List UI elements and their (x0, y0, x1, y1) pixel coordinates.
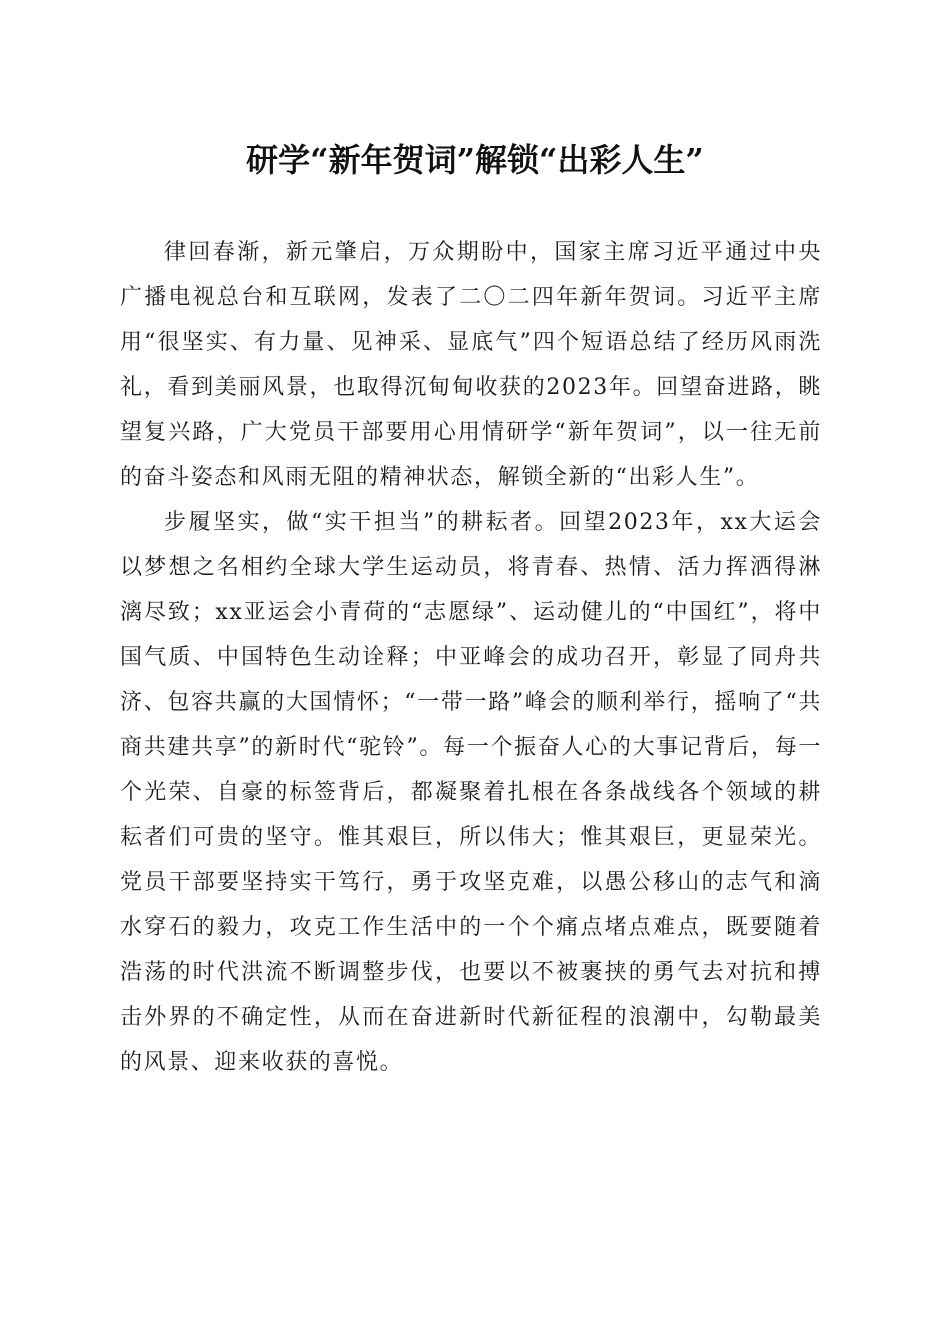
document-body (120, 230, 822, 1085)
paragraph-1: 律回春渐，新元肇启，万众期盼中，国家主席习近平通过中央广播电视总台和互联网，发表了二〇二四年新年贺词。习近平主席用“很坚实、有力量、见神采、显底气”四个短语总结了经历风雨洗礼，看到美丽风景，也取得沉甸甸收获的2023年。回望奋进路，眺望复兴路，广大党员干部要用心用情研学“新年贺词”，以一往无前的奋斗姿态和风雨无阻的精神状态，解锁全新的“出彩人生”。 (120, 240, 822, 490)
paragraph-2: 步履坚实，做“实干担当”的耕耘者。回望2023年，xx大运会以梦想之名相约全球大学生运动员，将青春、热情、活力挥洒得淋漓尽致；xx亚运会小青荷的“志愿绿”、运动健儿的“中国红”，将中国气质、中国特色生动诠释；中亚峰会的成功召开，彰显了同舟共济、包容共赢的大国情怀；“一带一路”峰会的顺利举行，摇响了“共商共建共享”的新时代“驼铃”。每一个振奋人心的大事记背后，每一个光荣、自豪的标签背后，都凝聚着扎根在各条战线各个领域的耕耘者们可贵的坚守。惟其艰巨，所以伟大；惟其艰巨，更显荣光。党员干部要坚持实干笃行，勇于攻坚克难，以愚公移山的志气和滴水穿石的毅力，攻克工作生活中的一个个痛点堵点难点，既要随着浩荡的时代洪流不断调整步伐，也要以不被裹挟的勇气去对抗和搏击外界的不确定性，从而在奋进新时代新征程的浪潮中，勾勒最美的风景、迎来收获的喜悦。 (120, 510, 822, 1075)
document-title: 研学“新年贺词”解锁“出彩人生” (246, 141, 704, 179)
